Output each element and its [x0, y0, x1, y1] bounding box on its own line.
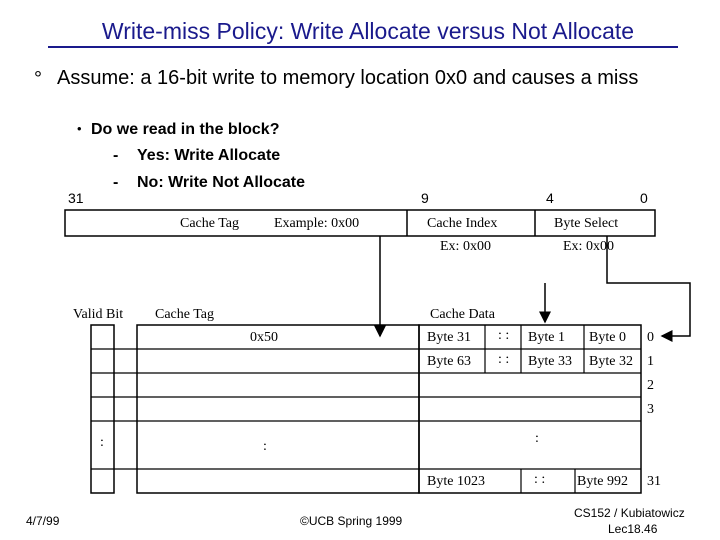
bit-31-label: 31 [68, 190, 84, 206]
byte-ellipsis: : : [498, 352, 510, 367]
data-vertical-dots: : [535, 431, 539, 446]
row0-byte31: Byte 31 [427, 330, 471, 345]
option-write-allocate: Yes: Write Allocate [137, 147, 281, 164]
index-example: Ex: 0x00 [440, 239, 491, 254]
valid-bit-column [91, 325, 114, 493]
last-row-byte992: Byte 992 [577, 474, 628, 489]
valid-vertical-dots: : [100, 435, 104, 450]
valid-bit-header: Valid Bit [73, 307, 124, 322]
option-dash: - [113, 147, 119, 164]
row-index: 0 [647, 330, 654, 345]
footer-date: 4/7/99 [26, 514, 60, 528]
byte-select-label: Byte Select [554, 216, 619, 231]
index-field-label: Cache Index [427, 216, 498, 231]
row0-tag: 0x50 [250, 330, 278, 345]
cache-data-column [419, 325, 641, 493]
footer-copyright: ©UCB Spring 1999 [300, 514, 403, 528]
option-write-not-allocate: No: Write Not Allocate [137, 174, 306, 191]
tag-field-example: Example: 0x00 [274, 216, 360, 231]
sub-bullet-question: Do we read in the block? [91, 121, 280, 138]
byte-ellipsis: : : [534, 472, 546, 487]
tag-vertical-dots: : [263, 439, 267, 454]
bit-0-label: 0 [640, 190, 648, 206]
row1-byte33: Byte 33 [528, 354, 572, 369]
row0-byte1: Byte 1 [528, 330, 565, 345]
cache-tag-header: Cache Tag [155, 307, 215, 322]
row0-byte0: Byte 0 [589, 330, 626, 345]
cache-tag-column [137, 325, 419, 493]
row-index: 3 [647, 402, 654, 417]
sub-bullet-marker: • [77, 121, 82, 136]
bit-4-label: 4 [546, 190, 554, 206]
slide-title: Write-miss Policy: Write Allocate versus Not Allocate [101, 18, 635, 44]
row-index: 2 [647, 378, 654, 393]
footer-lecture: Lec18.46 [608, 522, 658, 536]
row1-byte63: Byte 63 [427, 354, 471, 369]
cache-data-header: Cache Data [430, 307, 495, 322]
bullet-marker: ° [34, 68, 42, 90]
index-select-arrow [607, 236, 690, 336]
row-index: 31 [647, 474, 661, 489]
bullet-assumption: Assume: a 16-bit write to memory location 0x0 and causes a miss [57, 67, 639, 89]
bit-9-label: 9 [421, 190, 429, 206]
byte-ellipsis: : : [498, 328, 510, 343]
tag-field-label: Cache Tag [180, 216, 240, 231]
row1-byte32: Byte 32 [589, 354, 633, 369]
byte-separators [485, 325, 584, 493]
row-index: 1 [647, 354, 654, 369]
option-dash: - [113, 174, 119, 191]
footer-course: CS152 / Kubiatowicz [574, 506, 685, 520]
byte-select-example: Ex: 0x00 [563, 239, 614, 254]
last-row-byte1023: Byte 1023 [427, 474, 485, 489]
